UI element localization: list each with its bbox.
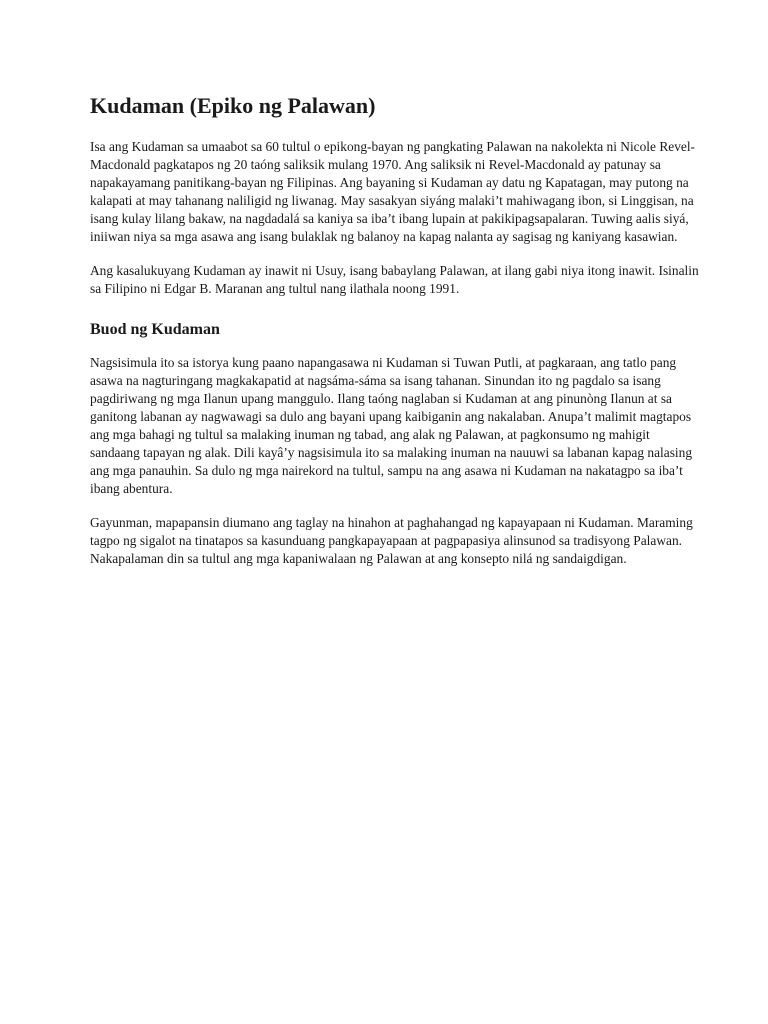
section-paragraph-1: Nagsisimula ito sa istorya kung paano napangasawa ni Kudaman si Tuwan Putli, at pagkaraan, ang tatlo pang asawa na nagturingang magkakapatid at nagsáma-sáma sa isang tahanan. Sinundan ito ng pagdalo sa isang pagdiriwang ng mga Ilanun upang manggulo. Ilang taóng naglaban si Kudaman at ang pinunòng Ilanun at sa ganitong labanan ay nagwawagi sa dulo ang bayani upang kaibiganin ang nakalaban. Anupa’t malimit magtapos ang mga bahagi ng tultul sa malaking inuman ng tabad, ang alak ng Palawan, at pagkonsumo ng mahigit sandaang tapayan ng alak. Dili kayâ’y nagsisimula ito sa malaking inuman na nauuwi sa labanan kapag nalasing ang mga panauhin. Sa dulo ng mga nairekord na tultul, sampu na ang asawa ni Kudaman na nakatagpo sa iba’t ibang abentura.: [90, 355, 693, 496]
section-heading: Buod ng Kudaman: [90, 321, 220, 338]
document-title: Kudaman (Epiko ng Palawan): [90, 93, 376, 118]
intro-paragraph-1: Isa ang Kudaman sa umaabot sa 60 tultul o epikong-bayan ng pangkating Palawan na nakolekta ni Nicole Revel-Macdonald pagkatapos ng 20 taóng saliksik mulang 1970. Ang saliksik ni Revel-Macdonald ay patunay sa napakayamang panitikang-bayan ng Filipinas. Ang bayaning si Kudaman ay datu ng Kapatagan, may putong na kalapati at may tahanang naliligid ng liwanag. May sasakyan siyáng malaki’t mahiwagang ibon, si Linggisan, na isang kulay lilang bakaw, na nagdadalá sa kaniya sa iba’t ibang lupain at pakikipagsapalaran. Tuwing aalis siyá, iniiwan niya sa mga asawa ang isang bulaklak ng balanoy na kapag nalanta ay sagisag ng kaniyang kasawian.: [90, 139, 696, 244]
document-page: [90, 92, 702, 584]
section-paragraph-2: Gayunman, mapapansin diumano ang taglay na hinahon at paghahangad ng kapayapaan ni Kudaman. Maraming tagpo ng sigalot na tinatapos sa kasunduang pangkapayapaan at pagpapasiya alinsunod sa tradisyong Palawan. Nakapalaman din sa tultul ang mga kapaniwalaan ng Palawan at ang konsepto nilá ng sandaigdigan.: [90, 515, 693, 566]
intro-paragraph-2: Ang kasalukuyang Kudaman ay inawit ni Usuy, isang babaylang Palawan, at ilang gabi niya itong inawit. Isinalin sa Filipino ni Edgar B. Maranan ang tultul nang ilathala noong 1991.: [90, 263, 699, 296]
